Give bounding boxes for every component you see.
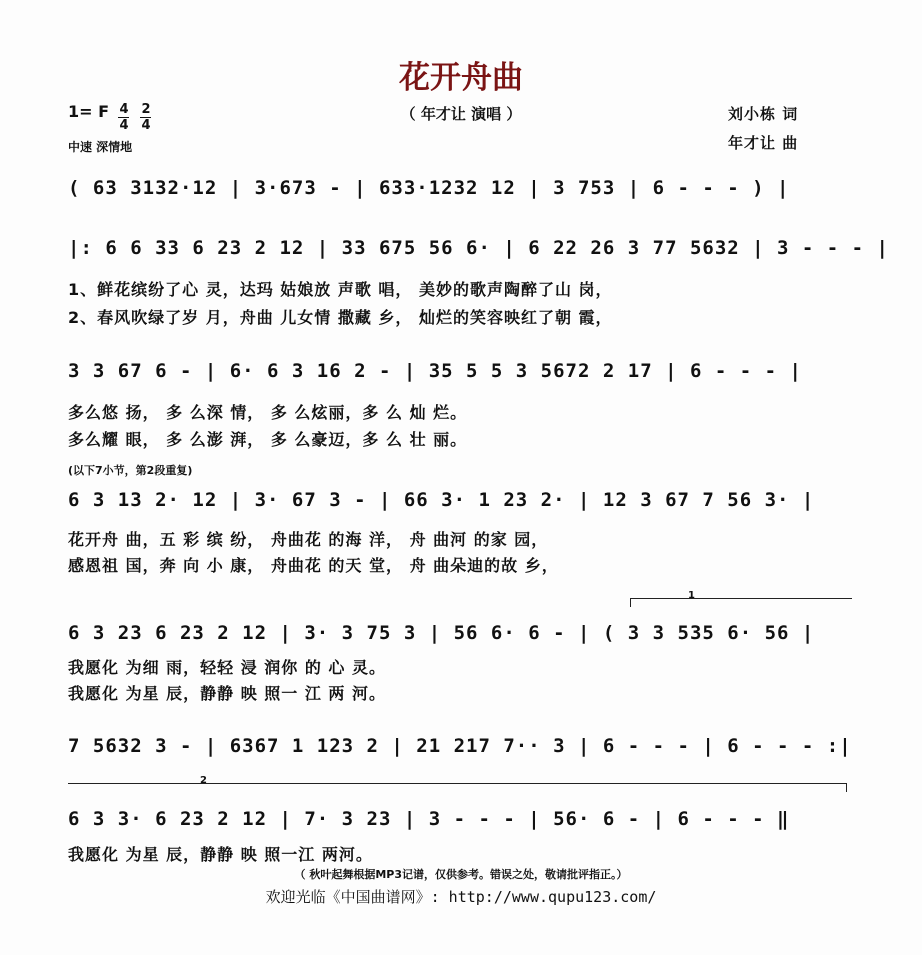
- first-ending-mark: [630, 598, 631, 607]
- first-ending-number: 1: [688, 590, 695, 601]
- transcriber-note: （ 秋叶起舞根据MP3记谱，仅供参考。错误之处，敬请批评指正。）: [294, 868, 628, 881]
- time-sig-2-denominator: 4: [141, 118, 151, 133]
- second-ending-number: 2: [200, 775, 207, 786]
- composer-credit: 年才让 曲: [728, 134, 799, 152]
- lyric-row-7-verse-1: 我愿化 为星 辰，静静 映 照一江 两河。: [68, 845, 373, 864]
- notation-row-2: |: 6 6 33 6 23 2 12 | 33 675 56 6· | 6 22 26 3 77 5632 | 3 - - - |: [68, 237, 889, 259]
- song-title: 花开舟曲: [399, 60, 523, 96]
- second-ending-mark: [846, 783, 847, 792]
- notation-row-3: 3 3 67 6 - | 6· 6 3 16 2 - | 35 5 5 3 5672 2 17 | 6 - - - |: [68, 360, 802, 382]
- lyric-row-3-verse-1: 多么悠 扬， 多 么深 情， 多 么炫丽，多 么 灿 烂。: [68, 403, 468, 422]
- website-credit: 欢迎光临《中国曲谱网》: http://www.qupu123.com/: [265, 888, 657, 906]
- notation-row-4: 6 3 13 2· 12 | 3· 67 3 - | 66 3· 1 23 2· | 12 3 67 7 56 3· |: [68, 489, 815, 511]
- tempo-marking: 中速 深情地: [68, 140, 133, 154]
- lyric-row-2-verse-2: 2、春风吹绿了岁 月，舟曲 儿女情 撒藏 乡， 灿烂的笑容映红了朝 霞，: [68, 308, 613, 327]
- first-ending-bracket: [630, 598, 852, 599]
- notation-row-1: ( 63 3132·12 | 3·673 - | 633·1232 12 | 3 753 | 6 - - - ) |: [68, 177, 790, 199]
- section-note: (以下7小节，第2段重复): [68, 464, 193, 477]
- lyric-row-5-verse-2: 我愿化 为星 辰，静静 映 照一 江 两 河。: [68, 684, 386, 703]
- notation-row-5: 6 3 23 6 23 2 12 | 3· 3 75 3 | 56 6· 6 - | ( 3 3 535 6· 56 |: [68, 622, 815, 644]
- notation-row-7: 6 3 3· 6 23 2 12 | 7· 3 23 | 3 - - - | 56· 6 - | 6 - - - ‖: [68, 808, 790, 830]
- time-sig-2-numerator: 2: [141, 102, 151, 117]
- lyric-row-4-verse-2: 感恩祖 国，奔 向 小 康， 舟曲花 的天 堂， 舟 曲朵迪的故 乡，: [68, 556, 559, 575]
- lyric-row-5-verse-1: 我愿化 为细 雨，轻轻 浸 润你 的 心 灵。: [68, 658, 386, 677]
- lyric-row-2-verse-1: 1、鲜花缤纷了心 灵，达玛 姑娘放 声歌 唱， 美妙的歌声陶醉了山 岗，: [68, 280, 613, 299]
- time-sig-1-denominator: 4: [119, 118, 129, 133]
- lyric-row-3-verse-2: 多么耀 眼， 多 么澎 湃， 多 么豪迈，多 么 壮 丽。: [68, 430, 468, 449]
- lyric-row-4-verse-1: 花开舟 曲，五 彩 缤 纷， 舟曲花 的海 洋， 舟 曲河 的家 园，: [68, 530, 549, 549]
- time-sig-1-numerator: 4: [119, 102, 129, 117]
- singer-credit: （ 年才让 演唱 ）: [400, 105, 522, 123]
- key-signature: 1= F: [68, 102, 110, 121]
- notation-row-6: 7 5632 3 - | 6367 1 123 2 | 21 217 7·· 3 | 6 - - - | 6 - - - :|: [68, 735, 852, 757]
- lyricist-credit: 刘小栋 词: [728, 105, 799, 123]
- second-ending-bracket: [68, 783, 846, 784]
